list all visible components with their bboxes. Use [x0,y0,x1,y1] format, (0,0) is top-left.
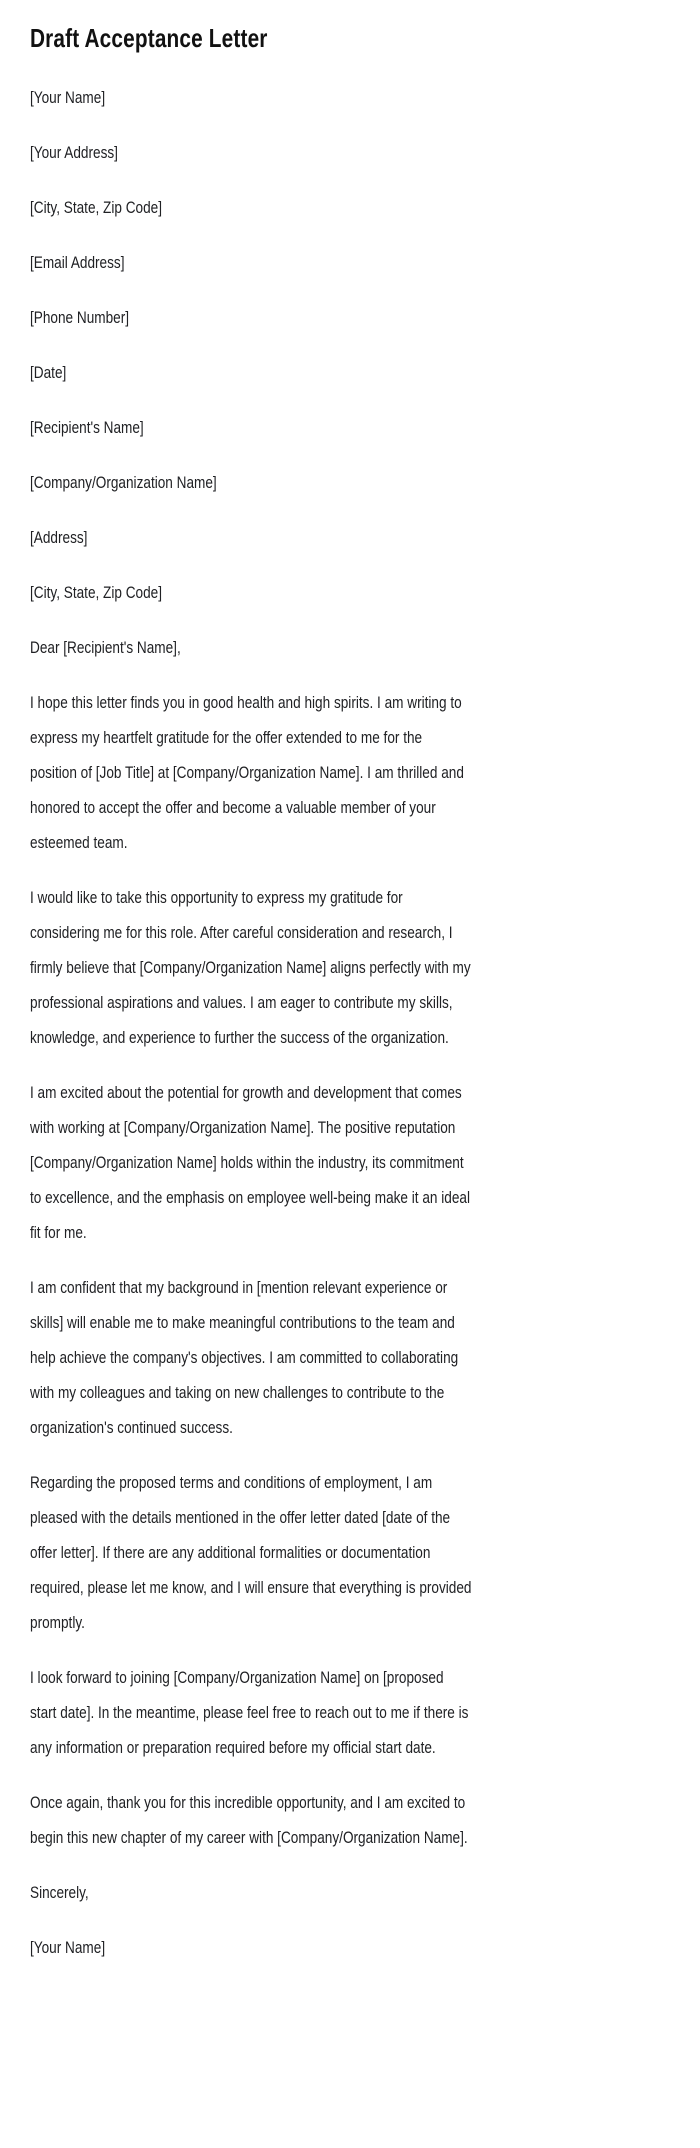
company-name-line: [Company/Organization Name] [30,473,217,492]
paragraph-thanks: Once again, thank you for this incredible opportunity, and I am excited to begin this new chapter of my career with [Company/Organization Name]. [30,1793,468,1847]
document-title: Draft Acceptance Letter [30,23,268,53]
date-line: [Date] [30,363,67,382]
paragraph-acceptance: I hope this letter finds you in good health and high spirits. I am writing to express my heartfelt gratitude for the offer extended to me for the position of [Job Title] at [Company/Organization Name]. I am thrilled and honored to accept the offer and become a valuable member of your esteemed team. [30,693,464,852]
sender-city-state-zip-line: [City, State, Zip Code] [30,198,163,217]
salutation: Dear [Recipient's Name], [30,638,181,657]
paragraph-excitement: I am excited about the potential for growth and development that comes with working at [Company/Organization Name]. The positive reputation [Company/Organization Name] holds within the industry, its commitment to excellence, and the emphasis on employee well-being make it an ideal fit for me. [30,1083,470,1242]
recipient-city-state-zip-line: [City, State, Zip Code] [30,583,163,602]
signature-name: [Your Name] [30,1938,106,1957]
sender-name-line: [Your Name] [30,88,106,107]
recipient-address-line: [Address] [30,528,88,547]
paragraph-confidence: I am confident that my background in [mention relevant experience or skills] will enable me to make meaningful contributions to the team and help achieve the company's objectives. I am committed to collaborating with my colleagues and taking on new challenges to contribute to the organization's continued success. [30,1278,459,1437]
letter-content [30,22,472,1965]
paragraph-start-date: I look forward to joining [Company/Organization Name] on [proposed start date]. In the meantime, please feel free to reach out to me if there is any information or preparation required before my official start date. [30,1668,469,1757]
paragraph-terms: Regarding the proposed terms and conditions of employment, I am pleased with the details mentioned in the offer letter dated [date of the offer letter]. If there are any additional formalities or documentation required, please let me know, and I will ensure that everything is provided promptly. [30,1473,472,1632]
sender-address-line: [Your Address] [30,143,118,162]
closing: Sincerely, [30,1883,89,1902]
paragraph-gratitude: I would like to take this opportunity to express my gratitude for considering me for this role. After careful consideration and research, I firmly believe that [Company/Organization Name] aligns perfectly with my professional aspirations and values. I am eager to contribute my skills, knowledge, and experience to further the success of the organization. [30,888,471,1047]
phone-number-line: [Phone Number] [30,308,130,327]
recipient-name-line: [Recipient's Name] [30,418,144,437]
email-address-line: [Email Address] [30,253,125,272]
